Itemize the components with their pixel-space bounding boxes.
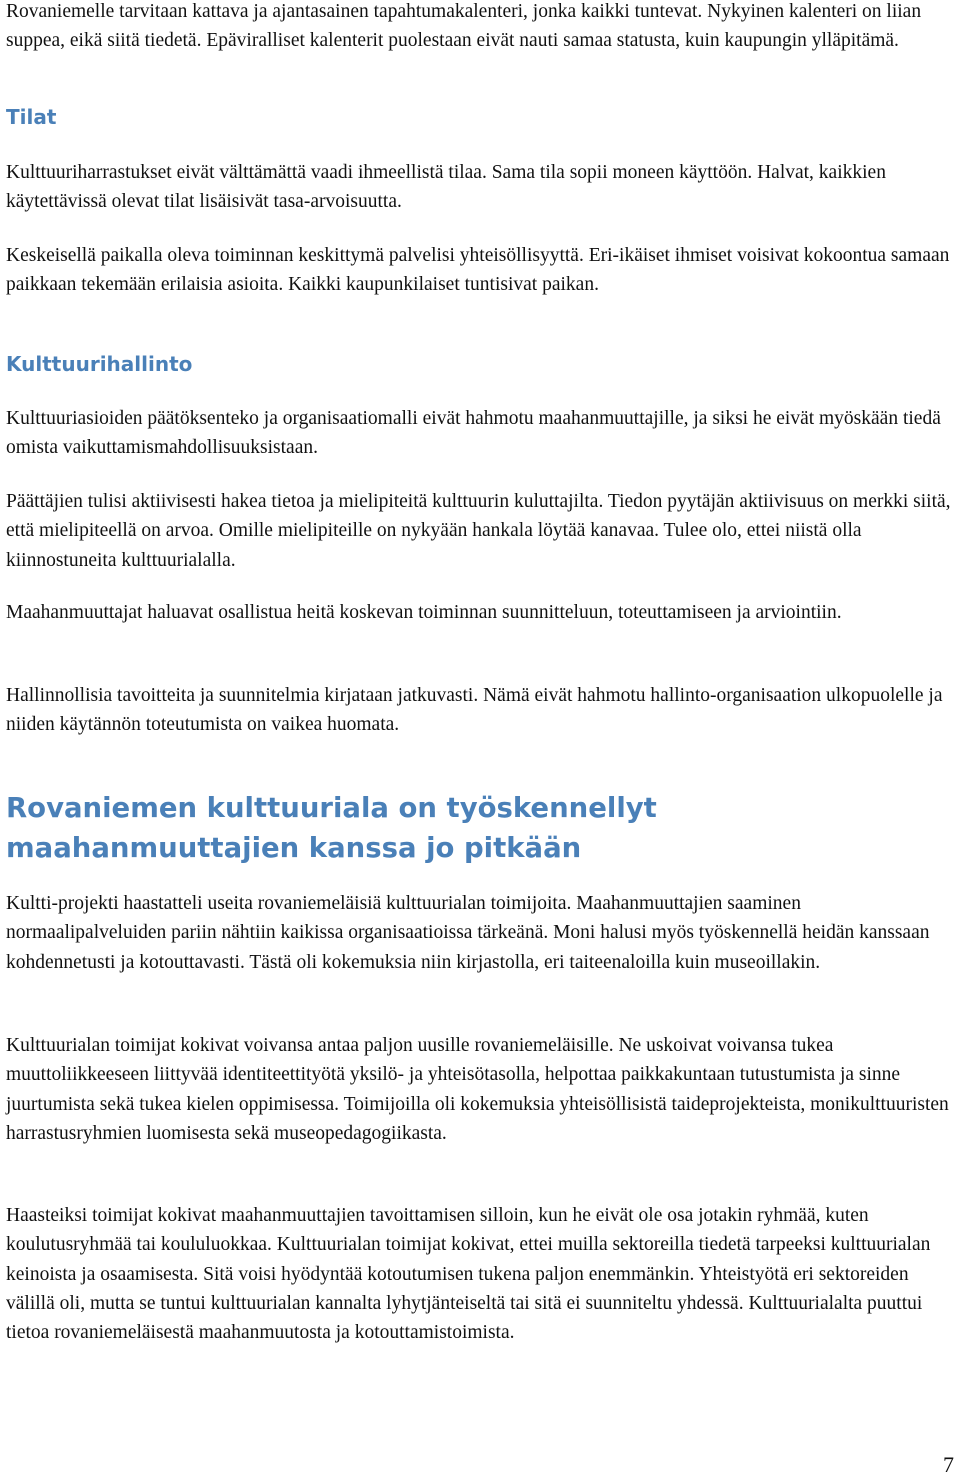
paragraph: Päättäjien tulisi aktiivisesti hakea tietoa ja mielipiteitä kulttuurin kuluttajilta. Tiedon pyytäjän aktiivisuus on merkki siitä, että mielipiteellä on arvoa. Omille mielipiteille on nykyään hankala löytää kanavaa. Tulee olo, ettei niistä olla kiinnostuneita kulttuurialalla.: [6, 491, 951, 571]
paragraph: Haasteiksi toimijat kokivat maahanmuuttajien tavoittamisen silloin, kun he eivät ole osa jotakin ryhmää, kuten koulutusryhmää tai koululuokkaa. Kulttuurialan toimijat kokivat, ettei muilla sektoreilla tiedetä tarpeeksi kulttuurialan keinoista ja osaamisesta. Sitä voisi hyödyntää kotoutumisen tukena paljon enemmänkin. Yhteistyötä eri sektoreiden välillä oli, mutta se tuntui kulttuurialan kannalta lyhytjänteiseltä tai sitä ei suunniteltu yhdessä. Kulttuurialalta puuttui tietoa rovaniemeläisestä maahanmuutosta ja kotouttamistoimista.: [6, 1205, 931, 1344]
paragraph: Rovaniemelle tarvitaan kattava ja ajantasainen tapahtumakalenteri, jonka kaikki tuntevat. Nykyinen kalenteri on liian suppea, eikä siitä tiedetä. Epäviralliset kalenterit puolestaan eivät nauti samaa statusta, kuin kaupungin ylläpitämä.: [6, 1, 922, 52]
page-number: 7: [943, 1452, 954, 1477]
paragraph: Hallinnollisia tavoitteita ja suunnitelmia kirjataan jatkuvasti. Nämä eivät hahmotu hallinto-organisaation ulkopuolelle ja niiden käytännön toteutumista on vaikea huomata.: [6, 685, 943, 736]
paragraph: Kultti-projekti haastatteli useita rovaniemeläisiä kulttuurialan toimijoita. Maahanmuuttajien saaminen normaalipalveluiden pariin nähtiin kaikissa organisaatioissa tärkeänä. Moni halusi myös työskennellä heidän kanssaan kohdennetusti ja kotouttavasti. Tästä oli kokemuksia niin kirjastolla, eri taiteenaloilla kuin museoillakin.: [6, 893, 930, 973]
paragraph: Keskeisellä paikalla oleva toiminnan keskittymä palvelisi yhteisöllisyyttä. Eri-ikäiset ihmiset voisivat kokoontua samaan paikkaan tekemään erilaisia asioita. Kaikki kaupunkilaiset tuntisivat paikan.: [6, 245, 950, 296]
section-heading-tilat: Tilat: [6, 105, 57, 129]
paragraph: Kulttuurialan toimijat kokivat voivansa antaa paljon uusille rovaniemeläisille. Ne uskoivat voivansa tukea muuttoliikkeeseen liittyvää identiteettityötä yksilö- ja yhteisötasolla, helpottaa paikkakuntaan tutustumista ja sinne juurtumista sekä tukea kielen oppimisessa. Toimijoilla oli kokemuksia yhteisöllisistä taideprojekteista, monikulttuuristen harrastusryhmien luomisesta sekä museopedagogiikasta.: [6, 1035, 949, 1144]
main-heading: Rovaniemen kulttuuriala on työskennellyt maahanmuuttajien kanssa jo pitkään: [6, 792, 657, 864]
section-heading-kulttuurihallinto: Kulttuurihallinto: [6, 352, 193, 376]
paragraph: Kulttuuriasioiden päätöksenteko ja organisaatiomalli eivät hahmotu maahanmuuttajille, ja siksi he eivät myöskään tiedä omista vaikuttamismahdollisuuksistaan.: [6, 408, 941, 459]
paragraph: Maahanmuuttajat haluavat osallistua heitä koskevan toiminnan suunnitteluun, toteuttamiseen ja arviointiin.: [6, 602, 842, 623]
paragraph: Kulttuuriharrastukset eivät välttämättä vaadi ihmeellistä tilaa. Sama tila sopii moneen käyttöön. Halvat, kaikkien käytettävissä olevat tilat lisäisivät tasa-arvoisuutta.: [6, 162, 886, 213]
